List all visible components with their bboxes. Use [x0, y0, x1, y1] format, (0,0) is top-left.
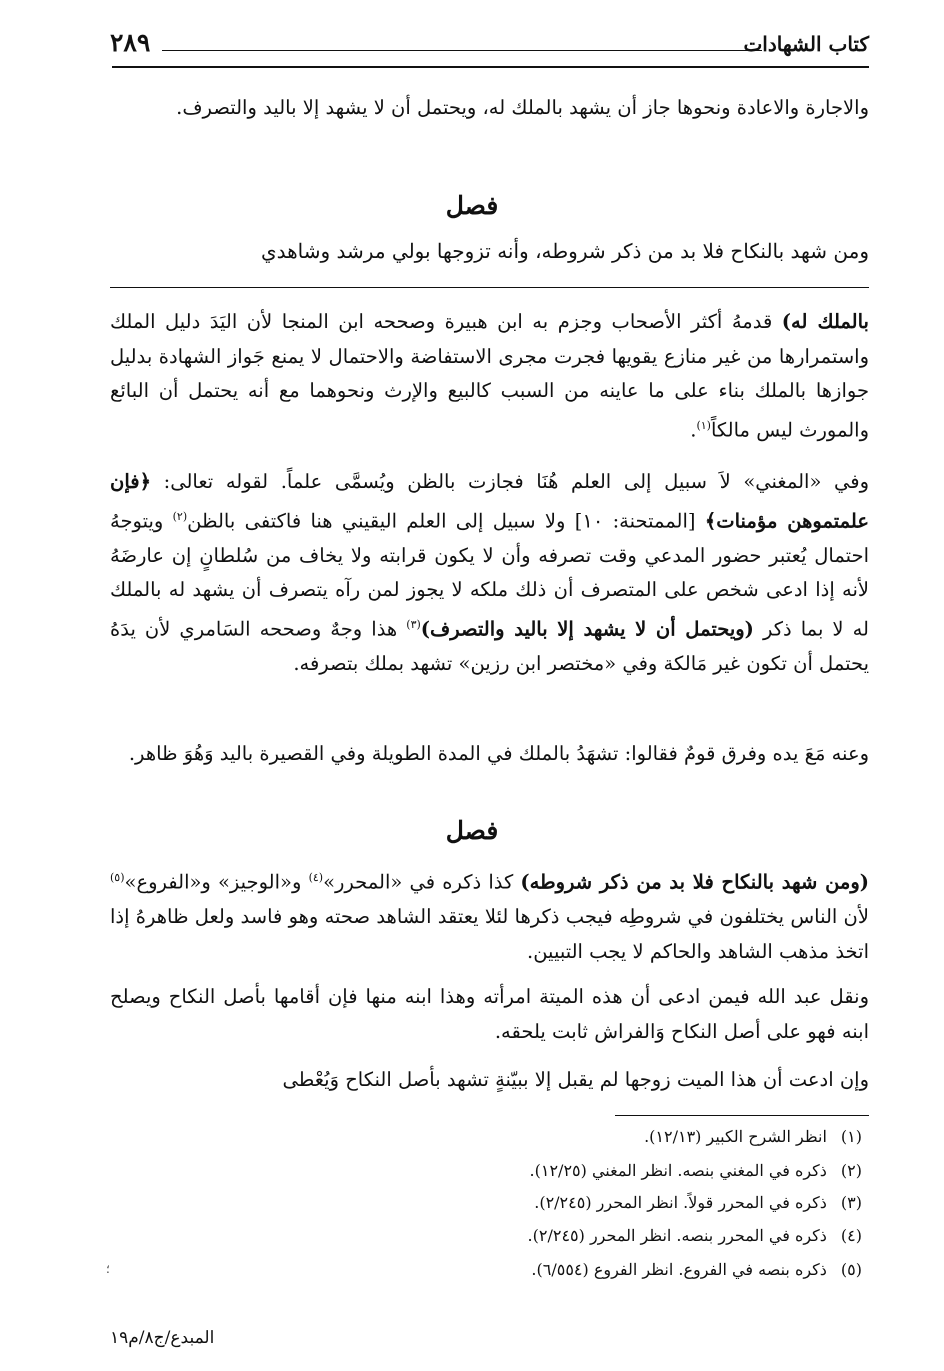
- quran-quote: ﴿فإن علمتموهن مؤمنات﴾: [110, 470, 870, 532]
- commentary-text: كذا ذكره في «المحرر»: [323, 870, 521, 894]
- footnote-divider: [615, 1115, 869, 1116]
- page-number: ٢٨٩: [110, 28, 151, 57]
- footnote-number: (١): [840, 1127, 862, 1146]
- footnote-ref: (٤): [308, 871, 324, 884]
- commentary-text: ويتوجهُ احتمال يُعتبر حضور المدعي وقت تصرفه وأن لا يكون قرابته ولا يخاف من سُلطانٍ إن عارضَهُ لأنه إذا ادعى شخص على المتصرف أن ذلك ملكه لا يجوز لمن رآه يتصرف أن يشهد له بالملك له لا بما ذكر: [110, 509, 869, 640]
- footnote-ref: (٣): [406, 617, 421, 631]
- commentary-text: و«الوجيز» و«الفروع»: [124, 870, 309, 894]
- matn-commentary-divider: [110, 287, 869, 288]
- footnote-text: ذكره في المحرر قولاً. انظر المحرر (٢/٢٤٥).: [534, 1193, 827, 1212]
- footnote-number: (٥): [840, 1260, 862, 1279]
- section-title-2: فصل: [445, 816, 499, 845]
- footnote-1: [644, 1127, 862, 1146]
- commentary-text: قدمهُ أكثر الأصحاب وجزم به ابن هبيرة وصححه ابن المنجا لأن اليَدَ دليل الملك واستمرارها من غير منازع يقويها فجرت مجرى الاستفاضة والاحتمال لا يمنع جَواز الشهادة بدليل جوازها بالملك بناء على ما عاينه من السبب كالبيع والإرث ونحوهما مع أنه يحتمل أن البائع والمورث ليس مالكاً: [110, 310, 869, 441]
- commentary-text: وفي «المغني» لاَ سبيل إلى العلم هُنَا فجازت بالظن ويُسمَّى علماً. لقوله تعالى:: [163, 470, 869, 493]
- footnote-2: [530, 1161, 862, 1180]
- footnote-number: (٣): [840, 1193, 862, 1212]
- running-head-book-title: كتاب الشهادات: [743, 32, 869, 56]
- commentary-text: [الممتحنة: ١٠] ولا سبيل إلى العلم اليقيني هنا فاكتفى بالظن: [187, 509, 705, 532]
- quoted-matn: (ويحتمل أن لا يشهد إلا باليد والتصرف): [420, 617, 754, 640]
- footnote-text: ذكره بنصه في الفروع. انظر الفروع (٦/٥٥٤).: [531, 1260, 827, 1279]
- commentary-paragraph-4: [110, 861, 869, 969]
- header-leader-line: [162, 50, 762, 51]
- footnote-text: ذكره في المحرر بنصه. انظر المحرر (٢/٢٤٥).: [527, 1226, 827, 1245]
- footnote-ref: (٥): [110, 871, 125, 884]
- commentary-paragraph-3: وعنه مَعَ يده وفرق قومٌ فقالوا: تشهَدُ بالملك في المدة الطويلة وفي القصيرة باليد وَهُوَ ظاهر.: [128, 742, 869, 765]
- signature-mark: المبدع/ج٨/م١٩: [110, 1328, 215, 1348]
- footnote-number: (٢): [840, 1161, 862, 1180]
- commentary-paragraph-6: وإن ادعت أن هذا الميت زوجها لم يقبل إلا ببيّنةٍ تشهد بأصل النكاح وَيُعْطى: [282, 1068, 869, 1091]
- quoted-matn: بالملك له): [781, 310, 869, 333]
- footnote-ref: (١): [696, 418, 711, 432]
- punctuation: .: [690, 418, 697, 441]
- footnote-number: (٤): [840, 1226, 862, 1245]
- commentary-paragraph-5: ونقل عبد الله فيمن ادعى أن هذه الميتة امرأته وهذا ابنه منها فإن أقامها بأصل النكاح ويصلح ابنه فهو على أصل النكاح وَالفراش ثابت يلحقه.: [110, 985, 869, 1043]
- footnote-text: انظر الشرح الكبير (١٢/١٣).: [644, 1127, 827, 1146]
- footnote-4: [528, 1226, 862, 1245]
- header-rule: [112, 66, 869, 68]
- top-paragraph: والاجارة والاعادة ونحوها جاز أن يشهد بالملك له، ويحتمل أن لا يشهد إلا باليد والتصرف.: [176, 96, 869, 119]
- section-title-1: فصل: [445, 191, 499, 220]
- commentary-paragraph-1: [110, 305, 869, 448]
- footnote-ref: (٢): [172, 509, 188, 523]
- margin-mark: ؛: [106, 1262, 110, 1276]
- footnote-3: [534, 1193, 862, 1212]
- commentary-text: لأن الناس يختلفون في شروطِه فيجب ذكرها لئلا يعتقد الشاهد صحته وهو فاسد ولعل ظاهرهُ إذا اتخذ مذهب الشاهد والحاكم لا يجب التبيين.: [110, 905, 869, 963]
- quoted-matn: (ومن شهد بالنكاح فلا بد من ذكر شروطه): [520, 870, 869, 894]
- commentary-text: هذا وجهٌ وصححه السَامري لأن يدَهُ يحتمل أن تكون غير مَالكة وفي «مختصر ابن رزين» تشهد بملك بتصرفه.: [110, 617, 869, 675]
- footnote-5: [531, 1260, 862, 1279]
- footnote-text: ذكره في المغني بنصه. انظر المغني (١٢/٢٥).: [529, 1161, 827, 1180]
- commentary-paragraph-2: [110, 465, 869, 681]
- matn-text-1: ومن شهد بالنكاح فلا بد من ذكر شروطه، وأنه تزوجها بولي مرشد وشاهدي: [260, 239, 869, 263]
